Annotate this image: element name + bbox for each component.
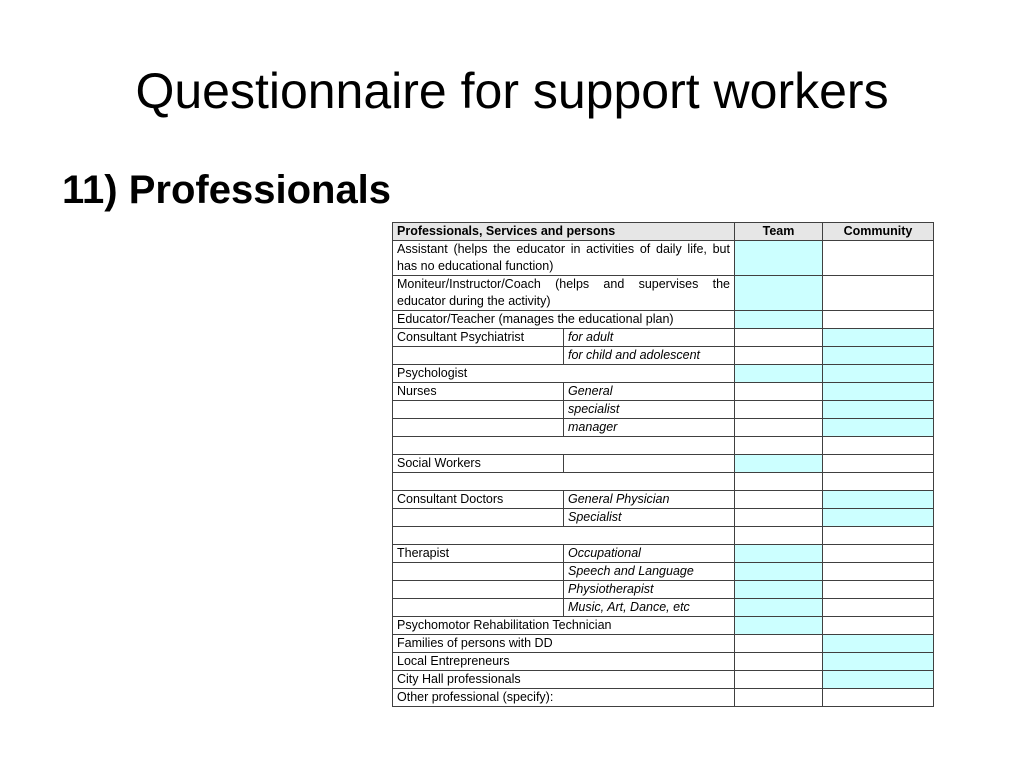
- team-cell[interactable]: [735, 241, 823, 276]
- team-cell[interactable]: [735, 473, 823, 491]
- slide-title: Questionnaire for support workers: [135, 63, 889, 119]
- table-row: [393, 455, 934, 473]
- team-cell[interactable]: [735, 419, 823, 437]
- community-cell[interactable]: [823, 241, 934, 276]
- team-cell[interactable]: [735, 527, 823, 545]
- team-cell[interactable]: [735, 401, 823, 419]
- row-sublabel: General Physician: [564, 491, 735, 509]
- team-cell[interactable]: [735, 563, 823, 581]
- table-row: [393, 311, 934, 329]
- row-label: [393, 599, 564, 617]
- row-label: [393, 473, 735, 491]
- row-label: Psychologist: [393, 365, 735, 383]
- table-row: [393, 689, 934, 707]
- header-community: Community: [823, 223, 934, 241]
- row-label: [393, 347, 564, 365]
- row-label: [393, 401, 564, 419]
- team-cell[interactable]: [735, 671, 823, 689]
- community-cell[interactable]: [823, 401, 934, 419]
- table-row: [393, 329, 934, 347]
- community-cell[interactable]: [823, 329, 934, 347]
- team-cell[interactable]: [735, 491, 823, 509]
- table-row: [393, 671, 934, 689]
- community-cell[interactable]: [823, 347, 934, 365]
- community-cell[interactable]: [823, 527, 934, 545]
- row-label: City Hall professionals: [393, 671, 735, 689]
- row-label: [393, 527, 735, 545]
- row-sublabel: specialist: [564, 401, 735, 419]
- table-row: [393, 509, 934, 527]
- row-label: [393, 563, 564, 581]
- row-sublabel: [564, 455, 735, 473]
- team-cell[interactable]: [735, 509, 823, 527]
- table-row: [393, 473, 934, 491]
- team-cell[interactable]: [735, 599, 823, 617]
- table-body: [393, 241, 934, 707]
- community-cell[interactable]: [823, 689, 934, 707]
- row-label: Consultant Psychiatrist: [393, 329, 564, 347]
- community-cell[interactable]: [823, 419, 934, 437]
- table-row: [393, 347, 934, 365]
- community-cell[interactable]: [823, 653, 934, 671]
- table-row: [393, 563, 934, 581]
- team-cell[interactable]: [735, 347, 823, 365]
- row-label: Nurses: [393, 383, 564, 401]
- row-sublabel: manager: [564, 419, 735, 437]
- table-row: [393, 527, 934, 545]
- community-cell[interactable]: [823, 509, 934, 527]
- row-sublabel: Physiotherapist: [564, 581, 735, 599]
- community-cell[interactable]: [823, 581, 934, 599]
- header-team: Team: [735, 223, 823, 241]
- table-row: [393, 419, 934, 437]
- team-cell[interactable]: [735, 617, 823, 635]
- professionals-table: [392, 222, 934, 707]
- row-label: [393, 419, 564, 437]
- table-row: [393, 653, 934, 671]
- community-cell[interactable]: [823, 276, 934, 311]
- table-row: [393, 617, 934, 635]
- team-cell[interactable]: [735, 545, 823, 563]
- table-row: [393, 383, 934, 401]
- team-cell[interactable]: [735, 329, 823, 347]
- team-cell[interactable]: [735, 383, 823, 401]
- team-cell[interactable]: [735, 635, 823, 653]
- table-row: [393, 599, 934, 617]
- community-cell[interactable]: [823, 617, 934, 635]
- row-label: Psychomotor Rehabilitation Technician: [393, 617, 735, 635]
- row-sublabel: Occupational: [564, 545, 735, 563]
- row-label: Therapist: [393, 545, 564, 563]
- community-cell[interactable]: [823, 599, 934, 617]
- community-cell[interactable]: [823, 473, 934, 491]
- row-sublabel: Music, Art, Dance, etc: [564, 599, 735, 617]
- row-label: Consultant Doctors: [393, 491, 564, 509]
- row-sublabel: for adult: [564, 329, 735, 347]
- team-cell[interactable]: [735, 581, 823, 599]
- table-row: [393, 635, 934, 653]
- row-sublabel: Specialist: [564, 509, 735, 527]
- team-cell[interactable]: [735, 311, 823, 329]
- community-cell[interactable]: [823, 383, 934, 401]
- row-label: Families of persons with DD: [393, 635, 735, 653]
- row-label: Local Entrepreneurs: [393, 653, 735, 671]
- team-cell[interactable]: [735, 455, 823, 473]
- row-label: Moniteur/Instructor/Coach (helps and supervises the educator during the activity): [393, 276, 735, 311]
- community-cell[interactable]: [823, 437, 934, 455]
- team-cell[interactable]: [735, 276, 823, 311]
- row-label: Social Workers: [393, 455, 564, 473]
- row-label: Educator/Teacher (manages the educational plan): [393, 311, 735, 329]
- row-label: [393, 581, 564, 599]
- section-subtitle: 11) Professionals: [62, 168, 392, 212]
- table-row: [393, 491, 934, 509]
- community-cell[interactable]: [823, 563, 934, 581]
- table-row: [393, 276, 934, 311]
- row-label: Other professional (specify):: [393, 689, 735, 707]
- table-row: [393, 581, 934, 599]
- table-row: [393, 365, 934, 383]
- table-row: [393, 437, 934, 455]
- community-cell[interactable]: [823, 365, 934, 383]
- row-label: [393, 509, 564, 527]
- team-cell[interactable]: [735, 437, 823, 455]
- table-row: [393, 401, 934, 419]
- community-cell[interactable]: [823, 455, 934, 473]
- table-row: [393, 241, 934, 276]
- row-sublabel: General: [564, 383, 735, 401]
- team-cell[interactable]: [735, 365, 823, 383]
- community-cell[interactable]: [823, 545, 934, 563]
- header-professionals: Professionals, Services and persons: [393, 223, 735, 241]
- community-cell[interactable]: [823, 635, 934, 653]
- community-cell[interactable]: [823, 311, 934, 329]
- row-sublabel: for child and adolescent: [564, 347, 735, 365]
- row-label: Assistant (helps the educator in activities of daily life, but has no educational function): [393, 241, 735, 276]
- community-cell[interactable]: [823, 491, 934, 509]
- row-sublabel: Speech and Language: [564, 563, 735, 581]
- community-cell[interactable]: [823, 671, 934, 689]
- row-label: [393, 437, 735, 455]
- team-cell[interactable]: [735, 653, 823, 671]
- table-row: [393, 545, 934, 563]
- header-row: [393, 223, 934, 241]
- team-cell[interactable]: [735, 689, 823, 707]
